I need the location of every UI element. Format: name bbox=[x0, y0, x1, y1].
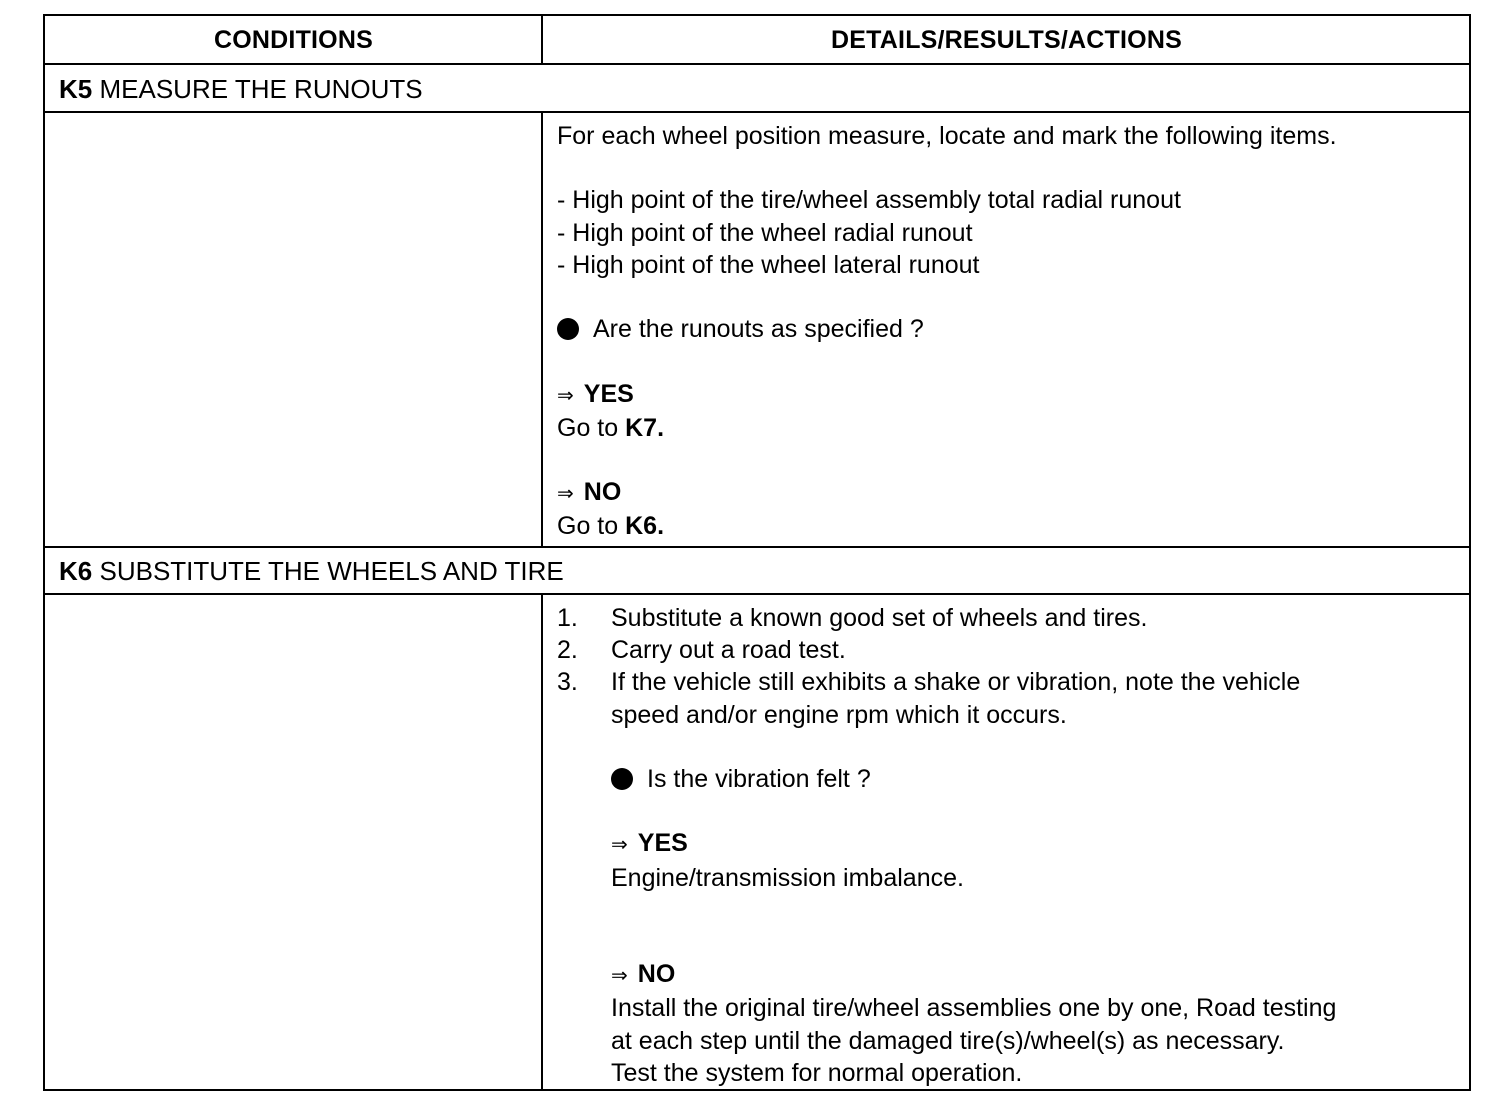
k5-section-title bbox=[59, 66, 423, 112]
k6-no-label bbox=[557, 958, 1336, 992]
k6-step-num: 1. bbox=[557, 604, 578, 632]
k6-step3-continued: speed and/or engine rpm which it occurs. bbox=[611, 700, 1067, 729]
k5-question-text: Are the runouts as specified ? bbox=[593, 315, 924, 344]
k6-step bbox=[557, 666, 1336, 698]
k5-details bbox=[557, 120, 1337, 543]
arrow-right-icon: ⇒ bbox=[557, 483, 574, 506]
k6-step-text: Carry out a road test. bbox=[611, 636, 846, 665]
k5-question bbox=[557, 313, 1337, 345]
k5-item: - High point of the wheel lateral runout bbox=[557, 250, 980, 279]
k5-intro: For each wheel position measure, locate and mark the following items. bbox=[557, 122, 1337, 150]
k5-item: - High point of the tire/wheel assembly total radial runout bbox=[557, 186, 1181, 215]
bullet-icon bbox=[557, 318, 579, 340]
k6-yes-text: YES bbox=[637, 829, 688, 858]
k5-title: MEASURE THE RUNOUTS bbox=[99, 74, 423, 104]
k5-no-goto-target: K6. bbox=[625, 512, 665, 541]
k5-yes-text: YES bbox=[583, 379, 634, 408]
k6-step-text: If the vehicle still exhibits a shake or vibration, note the vehicle bbox=[611, 668, 1301, 697]
column-divider bbox=[541, 16, 543, 64]
arrow-right-icon: ⇒ bbox=[557, 384, 574, 407]
k6-code: K6 bbox=[59, 556, 93, 586]
k5-yes-goto bbox=[557, 412, 1337, 444]
k6-yes-result: Engine/transmission imbalance. bbox=[611, 863, 964, 892]
k6-yes-label bbox=[557, 827, 1336, 861]
k6-step-num: 3. bbox=[557, 668, 578, 697]
column-divider bbox=[541, 594, 543, 1089]
k6-no-result-line: Test the system for normal operation. bbox=[611, 1058, 1023, 1087]
bullet-icon bbox=[611, 768, 633, 790]
k5-title-divider bbox=[45, 111, 1469, 113]
arrow-right-icon: ⇒ bbox=[611, 965, 628, 988]
k5-code: K5 bbox=[59, 74, 93, 104]
k6-section-title bbox=[59, 548, 564, 594]
diagnostic-table bbox=[43, 14, 1471, 1091]
arrow-right-icon: ⇒ bbox=[611, 834, 628, 857]
k5-yes-label bbox=[557, 378, 1337, 412]
k5-no-goto bbox=[557, 510, 1337, 542]
header-conditions: CONDITIONS bbox=[214, 25, 373, 54]
k6-step-text: Substitute a known good set of wheels and tires. bbox=[611, 604, 1148, 632]
k6-question-text: Is the vibration felt ? bbox=[647, 765, 871, 793]
k6-title-divider bbox=[45, 593, 1469, 595]
k6-question bbox=[557, 763, 1336, 795]
k6-step bbox=[557, 602, 1336, 634]
header-details: DETAILS/RESULTS/ACTIONS bbox=[831, 25, 1182, 54]
k5-yes-goto-prefix: Go to bbox=[557, 413, 619, 442]
k5-no-label bbox=[557, 476, 1337, 510]
k6-step bbox=[557, 634, 1336, 666]
k5-no-goto-prefix: Go to bbox=[557, 512, 619, 541]
k5-no-text: NO bbox=[583, 478, 622, 507]
k6-no-text: NO bbox=[637, 960, 676, 989]
k6-details bbox=[557, 602, 1336, 1089]
k5-yes-goto-target: K7. bbox=[625, 413, 665, 442]
k6-step-num: 2. bbox=[557, 636, 578, 665]
k6-no-result-line: Install the original tire/wheel assemblies one by one, Road testing bbox=[611, 994, 1337, 1023]
k6-no-result-line: at each step until the damaged tire(s)/wheel(s) as necessary. bbox=[611, 1026, 1285, 1055]
k5-item: - High point of the wheel radial runout bbox=[557, 218, 973, 247]
column-divider bbox=[541, 112, 543, 548]
k6-title: SUBSTITUTE THE WHEELS AND TIRE bbox=[99, 556, 564, 586]
header-divider bbox=[45, 63, 1469, 65]
